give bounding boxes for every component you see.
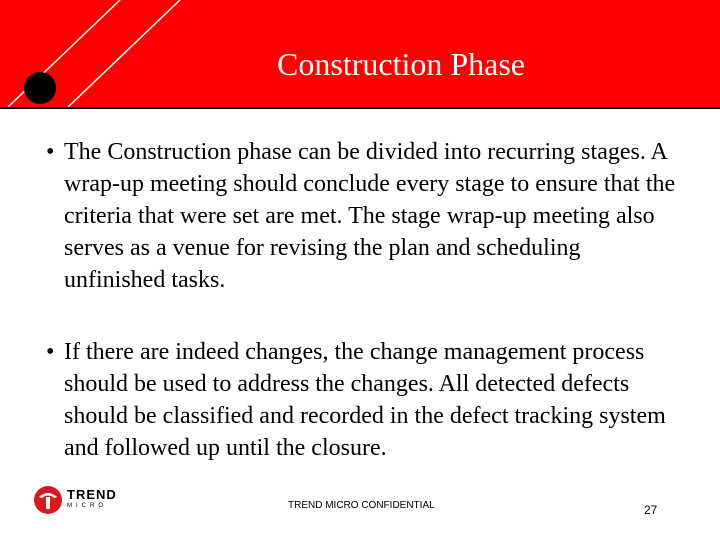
- title-bullet-dot: [24, 72, 56, 104]
- logo-subtext: MICRO: [67, 503, 107, 509]
- bullet-list: [40, 136, 680, 464]
- bullet-marker: •: [46, 339, 55, 365]
- trend-micro-logo-icon: [33, 485, 63, 515]
- title-bar: [0, 0, 720, 107]
- header-divider: [0, 107, 720, 109]
- trend-micro-logo: [33, 485, 123, 515]
- slide-title: Construction Phase: [277, 46, 525, 82]
- logo-wordmark: TREND: [67, 487, 117, 502]
- bullet-item: [40, 136, 680, 296]
- bullet-item: [40, 336, 680, 464]
- bullet-text: The Construction phase can be divided into recurring stages. A wrap-up meeting should conclude every stage to ensure that the criteria that were set are met. The stage wrap-up meeting also serves as a venue for revising the plan and scheduling unfinished tasks.: [64, 139, 676, 293]
- confidential-label: TREND MICRO CONFIDENTIAL: [288, 500, 435, 511]
- page-number: 27: [644, 503, 658, 517]
- bullet-marker: •: [46, 139, 55, 165]
- bullet-text: If there are indeed changes, the change management process should be used to address the changes. All detected defects should be classified and recorded in the defect tracking system and followed up until the closure.: [64, 339, 666, 461]
